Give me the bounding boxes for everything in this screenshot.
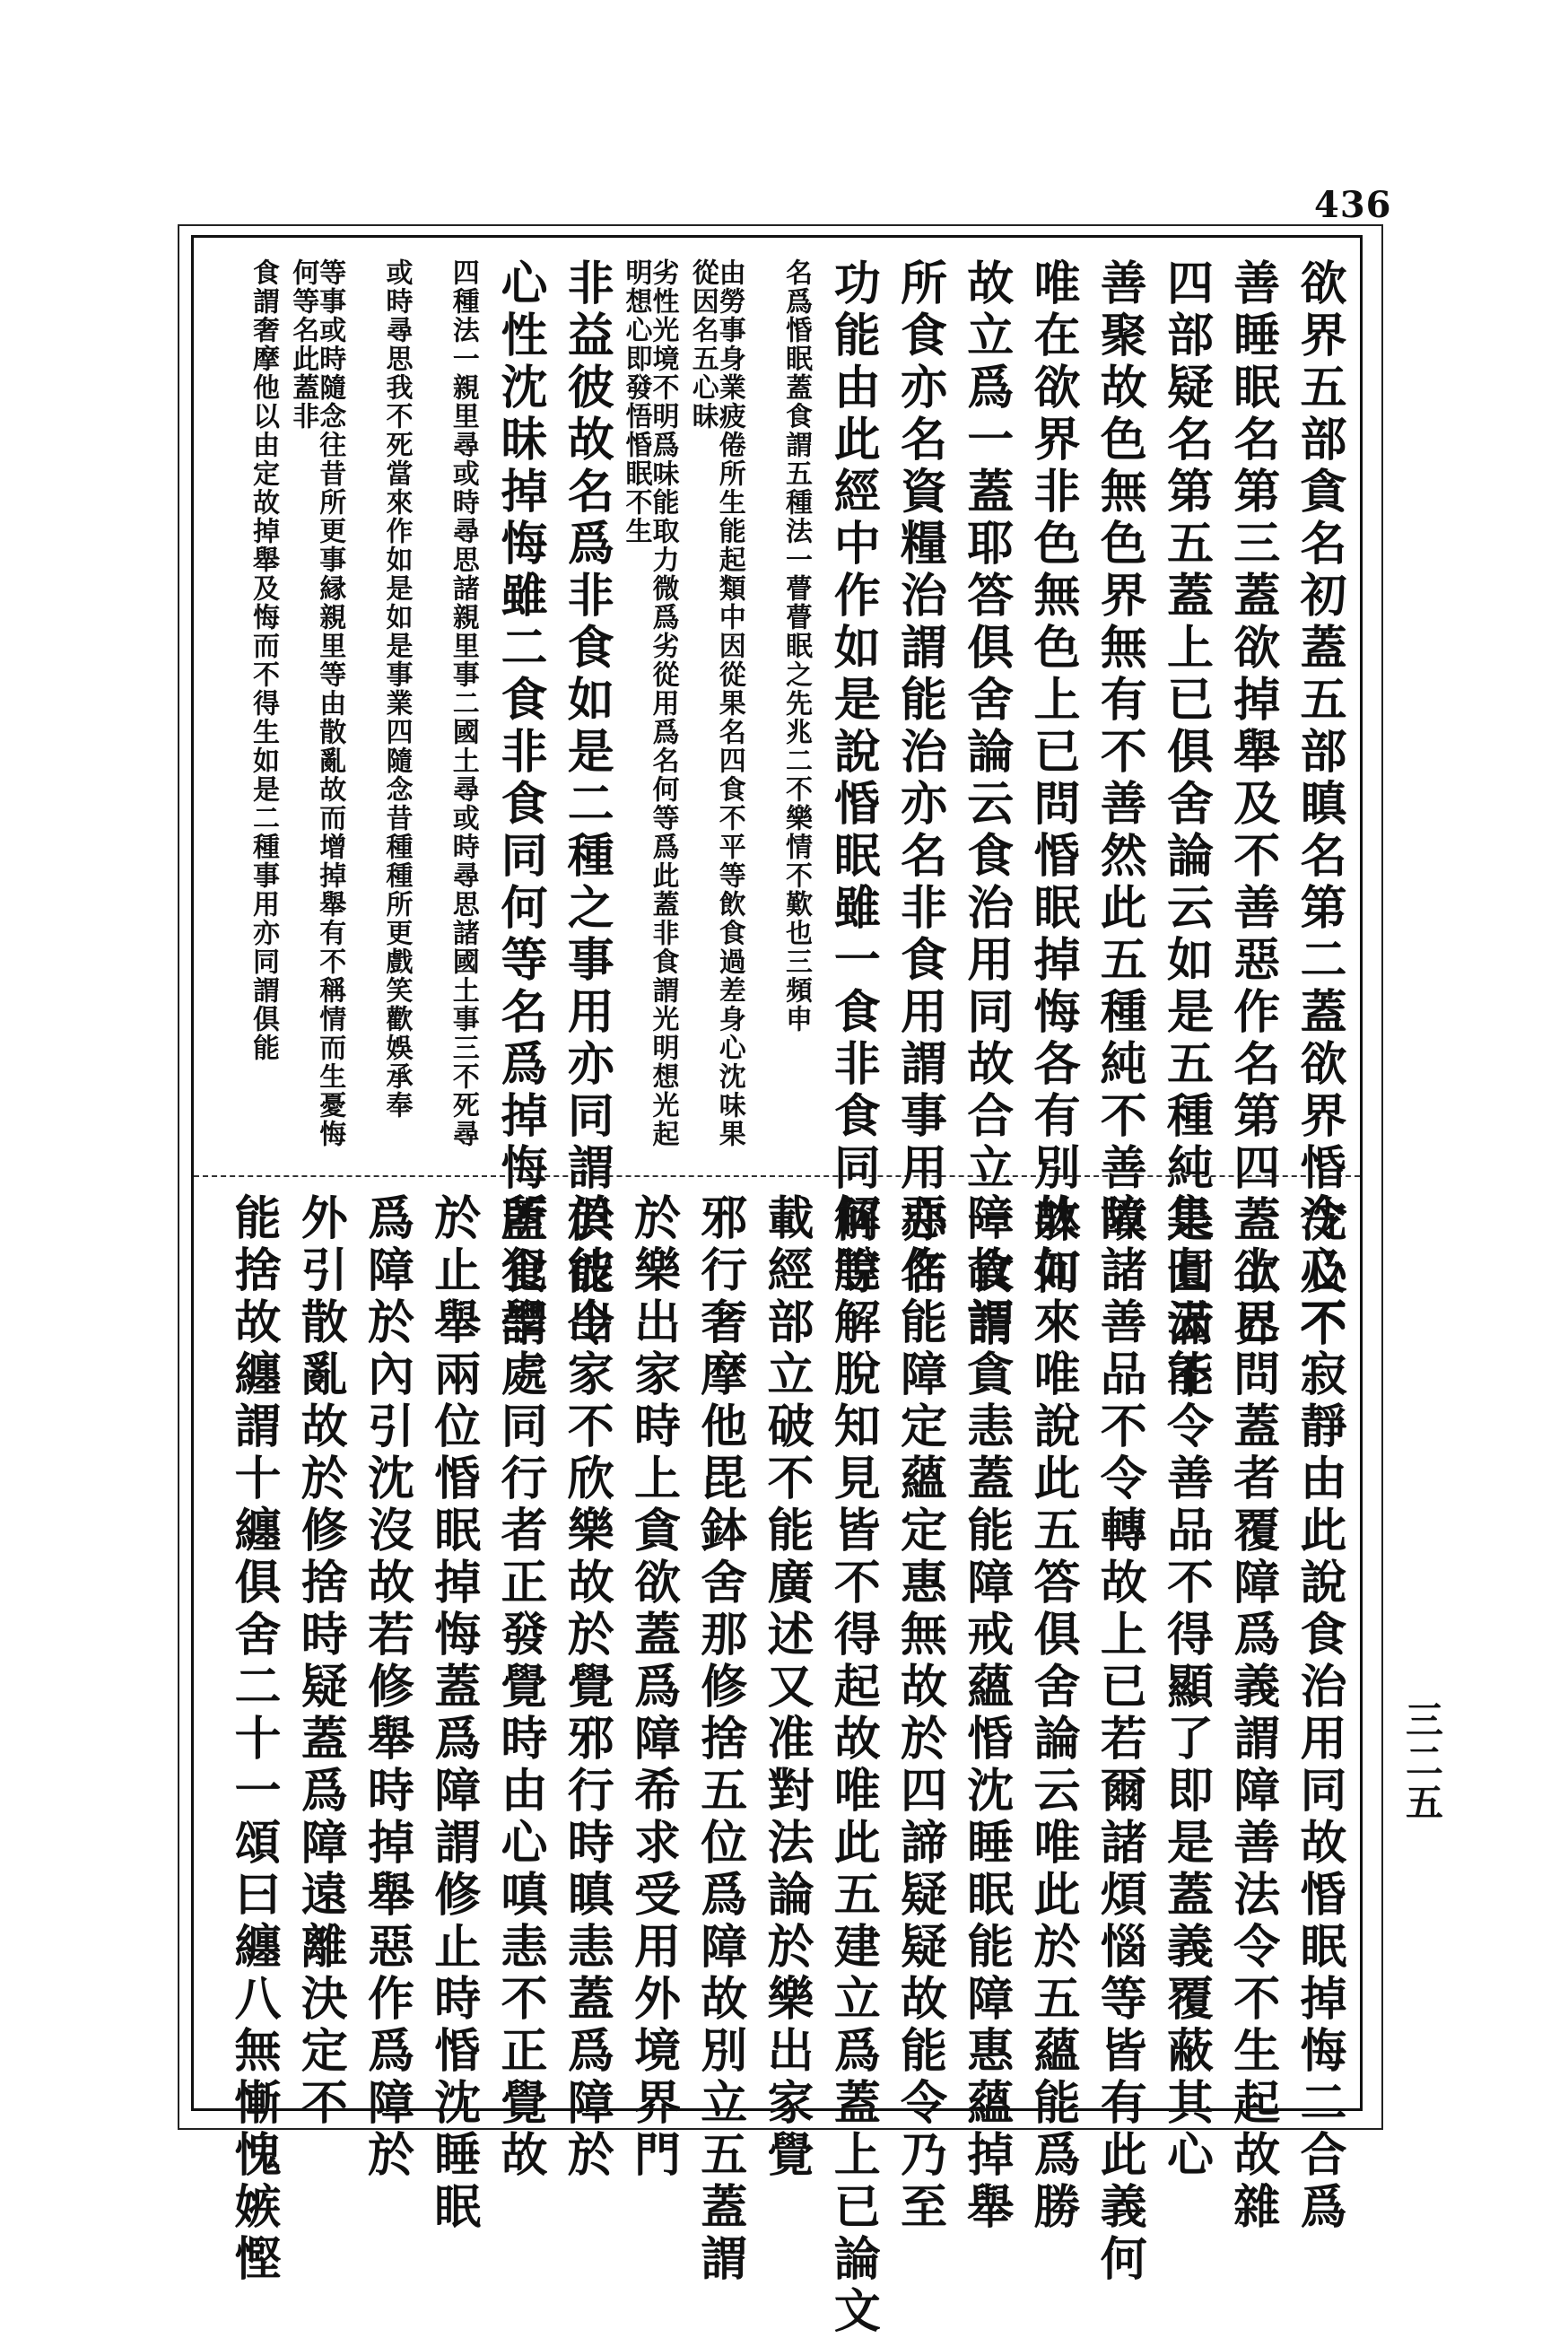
text-column: 一上已問蓋者覆障爲義謂障善法令不生起故雜 (1224, 1193, 1280, 2234)
text-column: 食謂奢摩他以由定故掉舉及悔而不得生如是二種事用亦同謂俱能 (248, 258, 279, 1062)
text-column: 四部疑名第五蓋上已俱舍論云如是五種純是圓滿不 (1158, 258, 1214, 1403)
text-column: 心性沈昧掉悔雖二食非食同何等名爲掉悔蓋食謂 (492, 258, 547, 1351)
text-column: 外引散亂故於修捨時疑蓋爲障遠離決定不 (292, 1193, 348, 2130)
text-column: 於止舉兩位惛眠掉悔蓋爲障謂修止時惛沈睡眠 (425, 1193, 481, 2234)
text-column: 於樂出家時上貪欲蓋爲障希求受用外境界門 (625, 1193, 681, 2182)
margin-page-label: 三二五 (1400, 1700, 1444, 1824)
text-column: 名爲惛眠蓋食謂五種法一瞢瞢眠之先兆二不樂情不歎也三頻申 (780, 258, 812, 1034)
text-column: 所食亦名資糧治謂能治亦名非食用謂事用亦名 (892, 258, 947, 1299)
upper-text-block (212, 258, 1346, 1403)
text-column: 故如來唯說此五答俱舍論云唯此於五蘊能爲勝 (1025, 1193, 1080, 2234)
text-column: 善聚故色無色界無有不善然此五種純不善故 (1092, 258, 1147, 1247)
text-column: 令心不寂靜由此說食治用同故惛眠掉悔二合爲 (1292, 1193, 1346, 2234)
text-column: 四種法一親里尋或時尋思諸親里事二國土尋或時尋思諸國土事三不死尋 (447, 258, 479, 1148)
text-column: 故立爲一蓋耶答俱舍論云食治用同故合立一食謂 (958, 258, 1014, 1351)
text-column: 非益彼故名爲非食如是二種之事用亦同謂俱能令 (559, 258, 614, 1351)
text-column: 障諸善品不令轉故上已若爾諸煩惱等皆有此義何 (1092, 1193, 1147, 2286)
text-column: 功能由此經中作如是說惛眠雖一食非食同何等 (825, 258, 881, 1299)
text-column: 惡作能障定蘊定惠無故於四諦疑疑故能令乃至 (892, 1193, 947, 2234)
text-column: 能捨故纏謂十纏俱舍二十一頌曰纏八無慚愧嫉慳 (226, 1193, 281, 2286)
text-column: 善睡眠名第三蓋欲掉舉及不善惡作名第四蓋欲界 (1224, 258, 1280, 1351)
text-column: 所犯學處同行者正發覺時由心嗔恚不正覺故 (492, 1193, 547, 2182)
text-column: 或時尋思我不死當來作如是如是事業四隨念昔種種所更戲笑歡娛承奉 (380, 258, 413, 1120)
text-column: 爲障於內引沈沒故若修舉時掉舉惡作爲障於 (359, 1193, 414, 2182)
text-column: 於彼出家不欣樂故於覺邪行時瞋恚蓋爲障於 (559, 1193, 614, 2182)
text-column: 由勞事身業疲倦所生能起類中因從果名四食不平等飲食過差身心沈味果從因名五心昧 (686, 258, 745, 1148)
text-column: 障故謂貪恚蓋能障戒蘊惛沈睡眠能障惠蘊掉舉 (958, 1193, 1014, 2234)
text-column: 劣性光境不明爲味能取力微爲劣從用爲名何等爲此蓋非食謂光明想光起明想心即發悟惛眠不生 (620, 258, 679, 1148)
text-column: 集七云能令善品不得顯了即是蓋義覆蔽其心 (1158, 1193, 1214, 2182)
text-column: 等事或時隨念往昔所更事縁親里等由散亂故而增掉舉有不稱情而生憂悔何等名此蓋非 (287, 258, 346, 1148)
text-column: 解脫解脫知見皆不得起故唯此五建立爲蓋上已論文 (825, 1193, 881, 2338)
text-column: 唯在欲界非色無色上已問惛眠掉悔各有別躰何 (1025, 258, 1080, 1299)
text-column: 載經部立破不能廣述又准對法論於樂出家覺 (759, 1193, 814, 2182)
page-number: 436 (1314, 184, 1392, 226)
lower-text-block (212, 1193, 1346, 2338)
text-column: 邪行奢摩他毘鉢舍那修捨五位爲障故別立五蓋謂 (692, 1193, 747, 2286)
text-column: 欲界五部貪名初蓋五部瞋名第二蓋欲界惛沈及不 (1292, 258, 1346, 1351)
